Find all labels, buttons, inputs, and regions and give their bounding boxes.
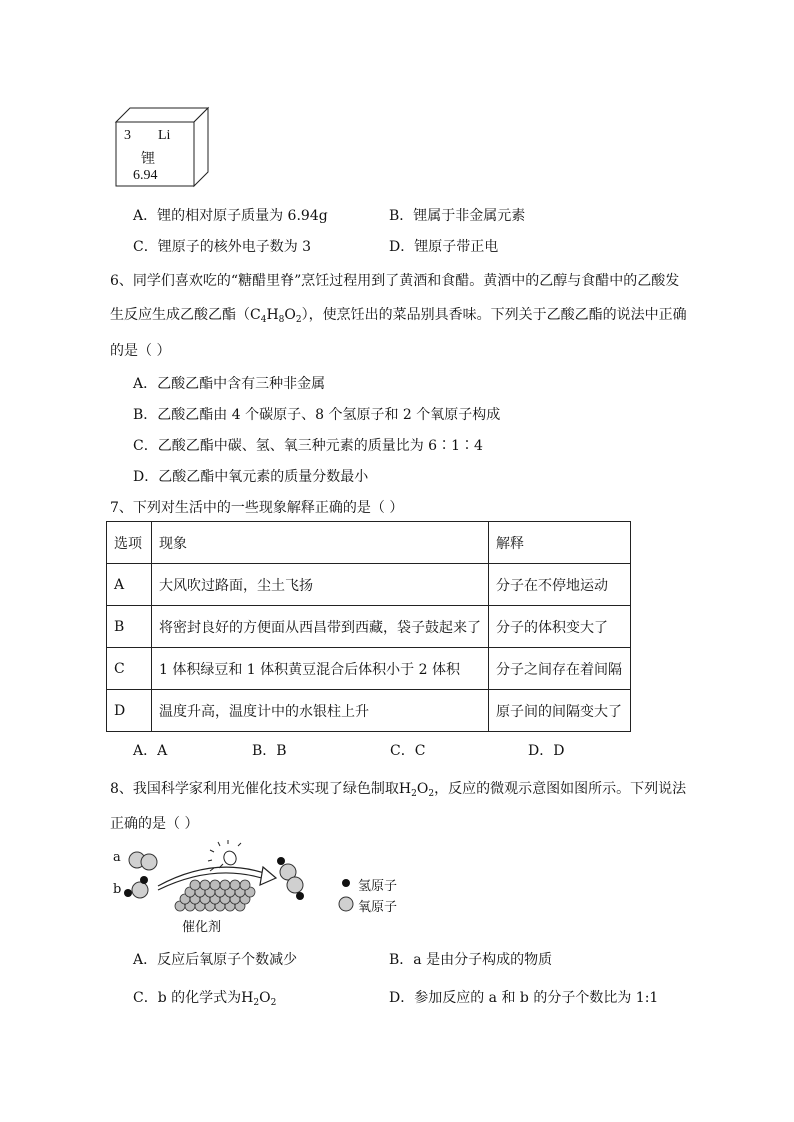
table-cell: A xyxy=(107,564,152,606)
q7-option-a: A．A xyxy=(133,743,168,759)
q8-option-d: D．参加反应的 a 和 b 的分子个数比为 1:1 xyxy=(389,990,659,1006)
table-cell: 将密封良好的方便面从西昌带到西藏，袋子鼓起来了 xyxy=(152,606,489,648)
label-b: b xyxy=(113,882,122,897)
q7-option-d: D．D xyxy=(528,743,565,759)
table-row xyxy=(107,648,631,690)
q6-option-c: C．乙酸乙酯中碳、氢、氧三种元素的质量比为 6∶1∶4 xyxy=(133,438,483,454)
atomic-mass: 6.94 xyxy=(133,168,158,183)
q8-option-a: A．反应后氧原子个数减少 xyxy=(133,952,298,968)
q5-option-d: D．锂原子带正电 xyxy=(389,239,499,255)
table-row xyxy=(107,690,631,732)
q7-table xyxy=(106,521,631,732)
q8-stem-line2: 正确的是（ ） xyxy=(110,816,199,832)
legend-oxygen: 氧原子 xyxy=(358,900,398,915)
table-cell: B xyxy=(107,606,152,648)
table-cell: 原子间的间隔变大了 xyxy=(489,690,631,732)
q7-option-c: C．C xyxy=(390,743,426,759)
q5-option-c: C．锂原子的核外电子数为 3 xyxy=(133,239,312,255)
table-cell: 1 体积绿豆和 1 体积黄豆混合后体积小于 2 体积 xyxy=(152,648,489,690)
legend-hydrogen: 氢原子 xyxy=(358,879,398,894)
q6-option-a: A．乙酸乙酯中含有三种非金属 xyxy=(133,376,326,392)
reaction-diagram xyxy=(110,840,430,940)
table-cell: 分子之间存在着间隔 xyxy=(489,648,631,690)
label-a: a xyxy=(113,850,121,865)
table-cell: 分子在不停地运动 xyxy=(489,564,631,606)
table-cell: 温度升高，温度计中的水银柱上升 xyxy=(152,690,489,732)
table-cell: D xyxy=(107,690,152,732)
q6-option-d: D．乙酸乙酯中氧元素的质量分数最小 xyxy=(133,469,369,485)
table-cell: 分子的体积变大了 xyxy=(489,606,631,648)
element-card xyxy=(110,102,220,190)
header-option: 选项 xyxy=(107,522,152,564)
q5-option-a: A．锂的相对原子质量为 6.94g xyxy=(133,208,328,224)
q6-stem-line2: 生反应生成乙酸乙酯$(C_4H_8O_2)$，使烹饪出的菜品别具香味。下列关于乙酸乙酯的说法中正确 xyxy=(110,307,687,325)
table-row xyxy=(107,606,631,648)
formula-ethyl-acetate: $C_4H_8O_2$ xyxy=(250,307,302,325)
formula-h2o2: $H_2O_2$ xyxy=(241,990,277,1008)
table-cell: 大风吹过路面，尘土飞扬 xyxy=(152,564,489,606)
q5-option-b: B．锂属于非金属元素 xyxy=(389,208,526,224)
atomic-number: 3 xyxy=(124,128,131,143)
element-name: 锂 xyxy=(141,152,155,167)
q6-stem-line1: 6、同学们喜欢吃的“糖醋里脊”烹饪过程用到了黄酒和食醋。黄酒中的乙醇与食醋中的乙酸发 xyxy=(110,273,680,289)
q8-option-c: C．b 的化学式为$H_2O_2$ xyxy=(133,990,277,1008)
formula-h2o2: $H_2O_2$ xyxy=(398,781,435,799)
table-cell: C xyxy=(107,648,152,690)
q6-stem-line3: 的是（ ） xyxy=(110,343,171,359)
catalyst-label: 催化剂 xyxy=(182,920,222,935)
table-header-row xyxy=(107,522,631,564)
q8-option-b: B．a 是由分子构成的物质 xyxy=(389,952,553,968)
element-symbol: Li xyxy=(158,128,171,143)
element-card-frame xyxy=(110,102,220,190)
table-row xyxy=(107,564,631,606)
header-phenomenon: 现象 xyxy=(152,522,489,564)
header-explanation: 解释 xyxy=(489,522,631,564)
q8-stem-line1: 8、我国科学家利用光催化技术实现了绿色制取$H_2O_2$，反应的微观示意图如图所示。下列说法 xyxy=(110,781,687,799)
q7-option-b: B．B xyxy=(252,743,287,759)
q6-option-b: B．乙酸乙酯由 4 个碳原子、8 个氢原子和 2 个氧原子构成 xyxy=(133,407,501,423)
q7-stem: 7、下列对生活中的一些现象解释正确的是（ ） xyxy=(110,500,404,516)
